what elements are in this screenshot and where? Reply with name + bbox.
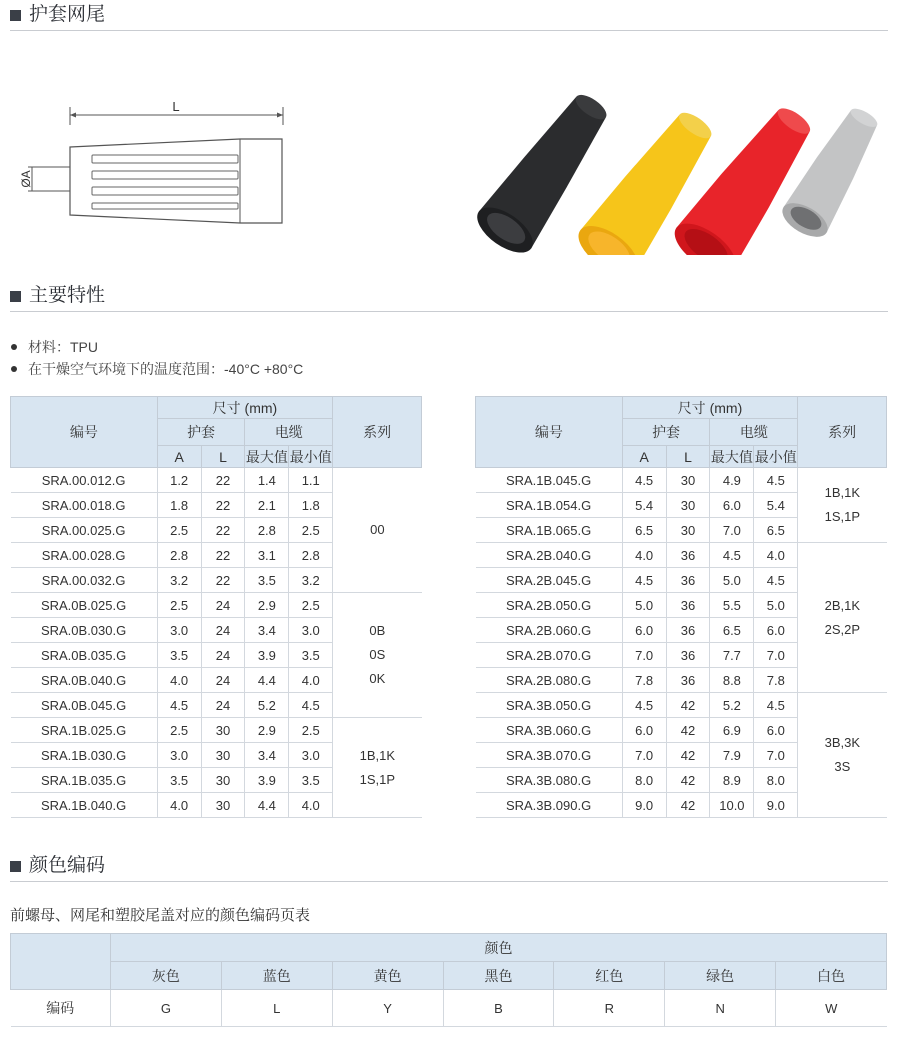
sheath-l: 22 bbox=[201, 518, 245, 543]
sheath-a: 8.0 bbox=[622, 768, 666, 793]
color-row-label: 编码 bbox=[11, 990, 111, 1027]
series-value: 0S bbox=[369, 647, 386, 662]
part-code: SRA.2B.050.G bbox=[476, 593, 623, 618]
sheath-a: 4.5 bbox=[157, 693, 201, 718]
series-value: 0B bbox=[369, 623, 386, 638]
product-photo bbox=[460, 90, 880, 255]
cable-min: 2.5 bbox=[289, 718, 333, 743]
series-cell bbox=[333, 593, 422, 718]
section-marker bbox=[10, 10, 21, 21]
part-code: SRA.1B.030.G bbox=[11, 743, 158, 768]
cable-min: 4.5 bbox=[754, 693, 798, 718]
cable-min: 5.0 bbox=[754, 593, 798, 618]
series-cell bbox=[798, 693, 887, 818]
header-sheath: 护套 bbox=[622, 419, 710, 446]
sheath-l: 42 bbox=[666, 768, 710, 793]
cable-min: 2.5 bbox=[289, 518, 333, 543]
series-value: 1S,1P bbox=[359, 771, 396, 787]
part-code: SRA.3B.060.G bbox=[476, 718, 623, 743]
cable-min: 4.5 bbox=[289, 693, 333, 718]
part-code: SRA.0B.035.G bbox=[11, 643, 158, 668]
cable-max: 8.9 bbox=[710, 768, 754, 793]
cable-min: 9.0 bbox=[754, 793, 798, 818]
header-a: A bbox=[157, 446, 201, 468]
sheath-a: 4.0 bbox=[157, 668, 201, 693]
sheath-l: 22 bbox=[201, 493, 245, 518]
sheath-a: 1.2 bbox=[157, 468, 201, 493]
color-name: 绿色 bbox=[665, 962, 776, 990]
sheath-l: 42 bbox=[666, 718, 710, 743]
series-value: 1B,1K bbox=[824, 485, 861, 500]
sheath-a: 4.0 bbox=[622, 543, 666, 568]
part-code: SRA.2B.040.G bbox=[476, 543, 623, 568]
color-code: W bbox=[776, 990, 887, 1027]
cable-min: 1.1 bbox=[289, 468, 333, 493]
sheath-l: 36 bbox=[666, 618, 710, 643]
cable-min: 4.5 bbox=[754, 468, 798, 493]
sheath-a: 7.0 bbox=[622, 743, 666, 768]
part-code: SRA.3B.080.G bbox=[476, 768, 623, 793]
part-code: SRA.2B.070.G bbox=[476, 643, 623, 668]
part-code: SRA.0B.030.G bbox=[11, 618, 158, 643]
section-marker bbox=[10, 291, 21, 302]
sheath-a: 2.5 bbox=[157, 718, 201, 743]
dimension-drawing bbox=[10, 95, 300, 235]
cable-min: 3.0 bbox=[289, 743, 333, 768]
sheath-l: 30 bbox=[201, 718, 245, 743]
color-name: 灰色 bbox=[111, 962, 222, 990]
sheath-a: 2.8 bbox=[157, 543, 201, 568]
cable-max: 4.5 bbox=[710, 543, 754, 568]
cable-max: 4.9 bbox=[710, 468, 754, 493]
cable-max: 3.4 bbox=[245, 743, 289, 768]
header-min: 最小值 bbox=[754, 446, 798, 468]
color-name: 蓝色 bbox=[221, 962, 332, 990]
cable-min: 2.5 bbox=[289, 593, 333, 618]
part-code: SRA.1B.065.G bbox=[476, 518, 623, 543]
cable-max: 4.4 bbox=[245, 793, 289, 818]
cable-min: 6.0 bbox=[754, 718, 798, 743]
sheath-l: 30 bbox=[201, 743, 245, 768]
header-max: 最大值 bbox=[245, 446, 289, 468]
part-code: SRA.00.028.G bbox=[11, 543, 158, 568]
length-label: L bbox=[172, 99, 180, 114]
cable-min: 7.8 bbox=[754, 668, 798, 693]
sheath-l: 30 bbox=[666, 493, 710, 518]
header-series: 系列 bbox=[798, 397, 887, 468]
color-code: R bbox=[554, 990, 665, 1027]
cable-max: 5.0 bbox=[710, 568, 754, 593]
sheath-a: 4.5 bbox=[622, 693, 666, 718]
cable-min: 5.4 bbox=[754, 493, 798, 518]
sheath-l: 36 bbox=[666, 543, 710, 568]
sheath-a: 5.4 bbox=[622, 493, 666, 518]
section-header-color bbox=[10, 853, 888, 882]
cable-max: 5.5 bbox=[710, 593, 754, 618]
series-value: 3B,3K bbox=[824, 735, 861, 750]
table-row bbox=[476, 543, 887, 568]
series-value: 1B,1K bbox=[359, 747, 396, 763]
part-code: SRA.3B.070.G bbox=[476, 743, 623, 768]
header-size: 尺寸 (mm) bbox=[622, 397, 798, 419]
part-code: SRA.0B.040.G bbox=[11, 668, 158, 693]
header-size: 尺寸 (mm) bbox=[157, 397, 332, 419]
sheath-l: 42 bbox=[666, 743, 710, 768]
sheath-a: 4.5 bbox=[622, 568, 666, 593]
spec-table-left bbox=[10, 396, 422, 818]
sheath-l: 42 bbox=[666, 693, 710, 718]
sheath-a: 4.0 bbox=[157, 793, 201, 818]
cable-max: 6.9 bbox=[710, 718, 754, 743]
cable-max: 3.1 bbox=[245, 543, 289, 568]
part-code: SRA.2B.060.G bbox=[476, 618, 623, 643]
sheath-a: 2.5 bbox=[157, 593, 201, 618]
color-header: 颜色 bbox=[111, 934, 887, 962]
cable-min: 3.5 bbox=[289, 643, 333, 668]
sheath-a: 3.0 bbox=[157, 618, 201, 643]
series-cell bbox=[333, 468, 422, 593]
diameter-label: ØA bbox=[19, 170, 33, 188]
cable-min: 4.0 bbox=[289, 793, 333, 818]
header-cable: 电缆 bbox=[710, 419, 798, 446]
cable-min: 3.0 bbox=[289, 618, 333, 643]
sheath-a: 3.5 bbox=[157, 768, 201, 793]
part-code: SRA.2B.080.G bbox=[476, 668, 623, 693]
sheath-l: 30 bbox=[201, 793, 245, 818]
section-marker bbox=[10, 861, 21, 872]
sheath-l: 42 bbox=[666, 793, 710, 818]
section-title: 护套网尾 bbox=[29, 4, 106, 25]
header-a: A bbox=[622, 446, 666, 468]
cable-min: 7.0 bbox=[754, 743, 798, 768]
section-title: 主要特性 bbox=[29, 285, 106, 306]
table-row bbox=[476, 693, 887, 718]
sheath-l: 30 bbox=[201, 768, 245, 793]
color-code: L bbox=[221, 990, 332, 1027]
table-row bbox=[476, 468, 887, 493]
table-row bbox=[11, 718, 422, 743]
cable-max: 1.4 bbox=[245, 468, 289, 493]
part-code: SRA.00.012.G bbox=[11, 468, 158, 493]
color-name: 黑色 bbox=[443, 962, 554, 990]
sheath-l: 36 bbox=[666, 643, 710, 668]
cable-min: 1.8 bbox=[289, 493, 333, 518]
table-row bbox=[11, 468, 422, 493]
sheath-l: 24 bbox=[201, 693, 245, 718]
header-code: 编号 bbox=[11, 397, 158, 468]
part-code: SRA.00.025.G bbox=[11, 518, 158, 543]
header-l: L bbox=[201, 446, 245, 468]
section-header-features bbox=[10, 283, 888, 312]
sheath-l: 24 bbox=[201, 618, 245, 643]
cable-min: 4.0 bbox=[289, 668, 333, 693]
color-code-table bbox=[10, 933, 887, 1027]
table-row bbox=[11, 593, 422, 618]
color-name: 黄色 bbox=[332, 962, 443, 990]
series-cell bbox=[333, 718, 422, 818]
part-code: SRA.00.018.G bbox=[11, 493, 158, 518]
part-code: SRA.2B.045.G bbox=[476, 568, 623, 593]
cable-max: 6.5 bbox=[710, 618, 754, 643]
cable-max: 3.5 bbox=[245, 568, 289, 593]
cable-max: 5.2 bbox=[710, 693, 754, 718]
part-code: SRA.3B.090.G bbox=[476, 793, 623, 818]
cable-max: 5.2 bbox=[245, 693, 289, 718]
header-cable: 电缆 bbox=[245, 419, 333, 446]
sheath-a: 2.5 bbox=[157, 518, 201, 543]
spec-table-right bbox=[475, 396, 887, 818]
series-cell bbox=[798, 543, 887, 693]
cable-max: 2.9 bbox=[245, 718, 289, 743]
cable-min: 6.5 bbox=[754, 518, 798, 543]
header-sheath: 护套 bbox=[157, 419, 245, 446]
color-code: Y bbox=[332, 990, 443, 1027]
cable-max: 7.9 bbox=[710, 743, 754, 768]
series-value: 0K bbox=[369, 671, 386, 686]
sheath-l: 30 bbox=[666, 468, 710, 493]
color-name: 红色 bbox=[554, 962, 665, 990]
cable-max: 7.7 bbox=[710, 643, 754, 668]
sheath-a: 3.5 bbox=[157, 643, 201, 668]
series-cell bbox=[798, 468, 887, 543]
color-code: B bbox=[443, 990, 554, 1027]
section-title: 颜色编码 bbox=[29, 855, 106, 876]
cable-min: 3.5 bbox=[289, 768, 333, 793]
color-code: N bbox=[665, 990, 776, 1027]
sheath-a: 7.0 bbox=[622, 643, 666, 668]
part-code: SRA.1B.045.G bbox=[476, 468, 623, 493]
header-max: 最大值 bbox=[710, 446, 754, 468]
cable-max: 2.8 bbox=[245, 518, 289, 543]
cable-min: 7.0 bbox=[754, 643, 798, 668]
color-corner bbox=[11, 934, 111, 990]
cable-max: 3.9 bbox=[245, 643, 289, 668]
sheath-l: 24 bbox=[201, 593, 245, 618]
sheath-a: 1.8 bbox=[157, 493, 201, 518]
color-intro: 前螺母、网尾和塑胶尾盖对应的颜色编码页表 bbox=[10, 907, 311, 924]
cable-max: 8.8 bbox=[710, 668, 754, 693]
series-value: 1S,1P bbox=[824, 509, 861, 524]
sheath-a: 6.0 bbox=[622, 718, 666, 743]
cable-max: 4.4 bbox=[245, 668, 289, 693]
series-value: 2S,2P bbox=[824, 621, 861, 637]
cable-max: 2.9 bbox=[245, 593, 289, 618]
part-code: SRA.3B.050.G bbox=[476, 693, 623, 718]
part-code: SRA.0B.025.G bbox=[11, 593, 158, 618]
part-code: SRA.1B.054.G bbox=[476, 493, 623, 518]
cable-max: 3.9 bbox=[245, 768, 289, 793]
series-value: 00 bbox=[370, 522, 385, 537]
sheath-l: 22 bbox=[201, 568, 245, 593]
part-code: SRA.1B.040.G bbox=[11, 793, 158, 818]
sheath-l: 22 bbox=[201, 543, 245, 568]
sheath-a: 4.5 bbox=[622, 468, 666, 493]
cable-max: 10.0 bbox=[710, 793, 754, 818]
cable-max: 6.0 bbox=[710, 493, 754, 518]
part-code: SRA.1B.035.G bbox=[11, 768, 158, 793]
feature-material: 材料：TPU bbox=[10, 336, 303, 358]
part-code: SRA.00.032.G bbox=[11, 568, 158, 593]
series-value: 3S bbox=[834, 759, 851, 774]
header-l: L bbox=[666, 446, 710, 468]
sheath-a: 7.8 bbox=[622, 668, 666, 693]
cable-min: 4.0 bbox=[754, 543, 798, 568]
sheath-l: 30 bbox=[666, 518, 710, 543]
cable-min: 8.0 bbox=[754, 768, 798, 793]
feature-list bbox=[10, 336, 303, 380]
part-code: SRA.0B.045.G bbox=[11, 693, 158, 718]
header-series: 系列 bbox=[333, 397, 422, 468]
color-code: G bbox=[111, 990, 222, 1027]
color-name: 白色 bbox=[776, 962, 887, 990]
cable-max: 3.4 bbox=[245, 618, 289, 643]
sheath-l: 36 bbox=[666, 593, 710, 618]
cable-min: 3.2 bbox=[289, 568, 333, 593]
sheath-a: 9.0 bbox=[622, 793, 666, 818]
cable-max: 2.1 bbox=[245, 493, 289, 518]
sheath-l: 22 bbox=[201, 468, 245, 493]
part-code: SRA.1B.025.G bbox=[11, 718, 158, 743]
feature-temperature: 在干燥空气环境下的温度范围：-40°C +80°C bbox=[10, 358, 303, 380]
series-value: 2B,1K bbox=[824, 597, 861, 613]
sheath-a: 5.0 bbox=[622, 593, 666, 618]
sheath-a: 6.0 bbox=[622, 618, 666, 643]
sheath-l: 24 bbox=[201, 643, 245, 668]
sheath-l: 24 bbox=[201, 668, 245, 693]
sheath-a: 6.5 bbox=[622, 518, 666, 543]
cable-max: 7.0 bbox=[710, 518, 754, 543]
sheath-l: 36 bbox=[666, 668, 710, 693]
sheath-a: 3.0 bbox=[157, 743, 201, 768]
section-header-sheath bbox=[10, 2, 888, 31]
header-min: 最小值 bbox=[289, 446, 333, 468]
cable-min: 6.0 bbox=[754, 618, 798, 643]
cable-min: 2.8 bbox=[289, 543, 333, 568]
sheath-l: 36 bbox=[666, 568, 710, 593]
header-code: 编号 bbox=[476, 397, 623, 468]
sheath-a: 3.2 bbox=[157, 568, 201, 593]
cable-min: 4.5 bbox=[754, 568, 798, 593]
